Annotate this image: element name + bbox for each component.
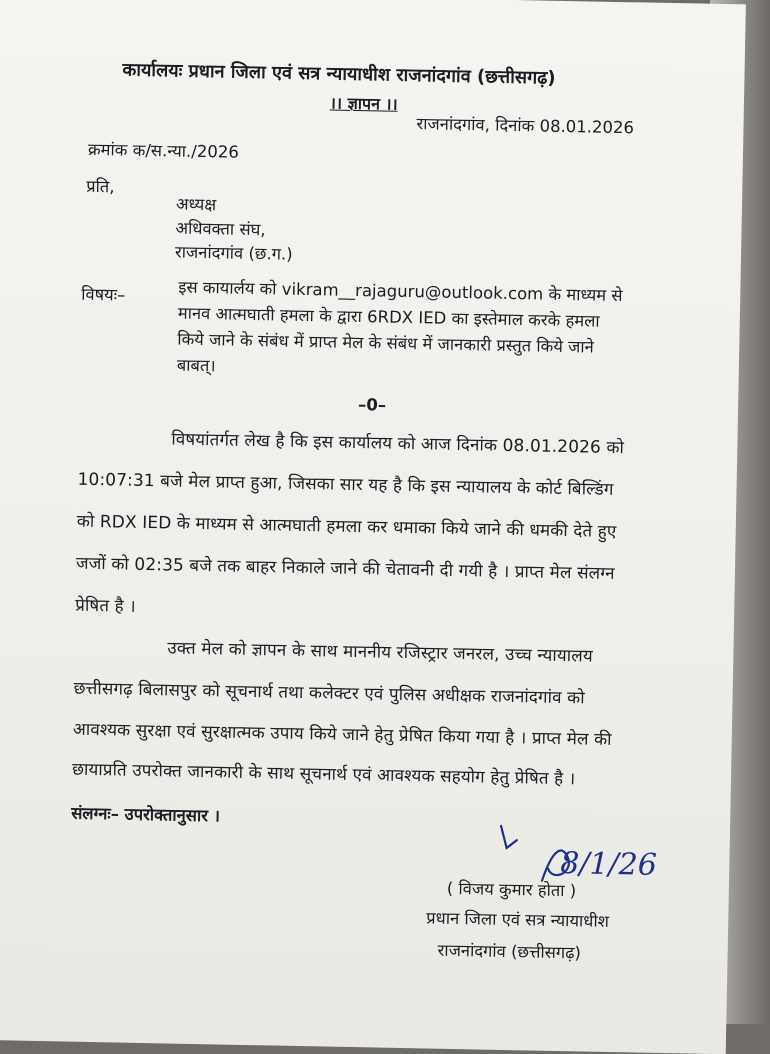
- para1-line-4: जजों को 02:35 बजे तक बाहर निकाले जाने की चेतावनी दी गयी है । प्राप्त मेल संलग्न: [75, 553, 615, 585]
- recipient-line-3: राजनांदगांव (छ.ग.): [174, 242, 293, 264]
- para2-line-1: उक्त मेल को ज्ञापन के साथ माननीय रजिस्ट्रार जनरल, उच्च न्यायालय: [167, 638, 594, 667]
- para1-line-1: विषयांतर्गत लेख है कि इस कार्यालय को आज दिनांक 08.01.2026 को: [171, 429, 625, 459]
- subject-label: विषयः–: [80, 284, 126, 305]
- para1-line-2: 10:07:31 बजे मेल प्राप्त हुआ, जिसका सार यह है कि इस न्यायालय के कोर्ट बिल्डिंग: [77, 469, 614, 500]
- office-heading: कार्यालयः प्रधान जिला एवं सत्र न्यायाधीश राजनांदगांव (छत्तीसगढ़): [122, 59, 556, 89]
- subject-line-4: बाबत्।: [176, 355, 216, 376]
- document-type: ।। ज्ञापन ।।: [329, 93, 398, 114]
- place-date: राजनांदगांव, दिनांक 08.01.2026: [416, 114, 635, 138]
- subject-line-3: किये जाने के संबंध में प्राप्त मेल के संबंध में जानकारी प्रस्तुत किये जाने: [177, 329, 595, 357]
- para2-line-2: छत्तीसगढ़ बिलासपुर को सूचनार्थ तथा कलेक्टर एवं पुलिस अधीक्षक राजनांदगांव को: [73, 678, 585, 709]
- signature-date: 8/1/26: [559, 846, 658, 883]
- subject-line-1: इस कायार्लय को vikram__rajaguru@outlook.com के माध्यम से: [178, 277, 623, 306]
- signatory-location: राजनांदगांव (छत्तीसगढ़): [437, 940, 582, 963]
- reference-number: क्रमांक क/स.न्या./2026: [87, 139, 239, 162]
- separator: –0–: [357, 395, 387, 415]
- recipient-prati: प्रति,: [86, 176, 115, 197]
- para1-line-5: प्रेषित है ।: [75, 595, 136, 617]
- signatory-designation: प्रधान जिला एवं सत्र न्यायाधीश: [426, 908, 610, 931]
- para2-line-3: आवश्यक सुरक्षा एवं सुरक्षात्मक उपाय किये जाने हेतु प्रेषित किया गया है । प्राप्त मेल की: [72, 719, 612, 750]
- para1-line-3: को RDX IED के माध्यम से आत्मघाती हमला कर धमाका किये जाने की धमकी देते हुए: [76, 511, 617, 543]
- enclosure-note: संलग्नः– उपरोक्तानुसार ।: [71, 803, 221, 826]
- recipient-line-1: अध्यक्ष: [175, 194, 217, 215]
- para2-line-4: छायाप्रति उपरोक्त जानकारी के साथ सूचनार्थ एवं आवश्यक सहयोग हेतु प्रेषित है ।: [71, 759, 576, 790]
- signatory-name: ( विजय कुमार होता ): [446, 878, 577, 901]
- subject-line-2: मानव आत्मघाती हमला के द्वारा 6RDX IED का इस्तेमाल करके हमला: [177, 303, 600, 331]
- recipient-line-2: अधिवक्ता संघ,: [175, 218, 266, 240]
